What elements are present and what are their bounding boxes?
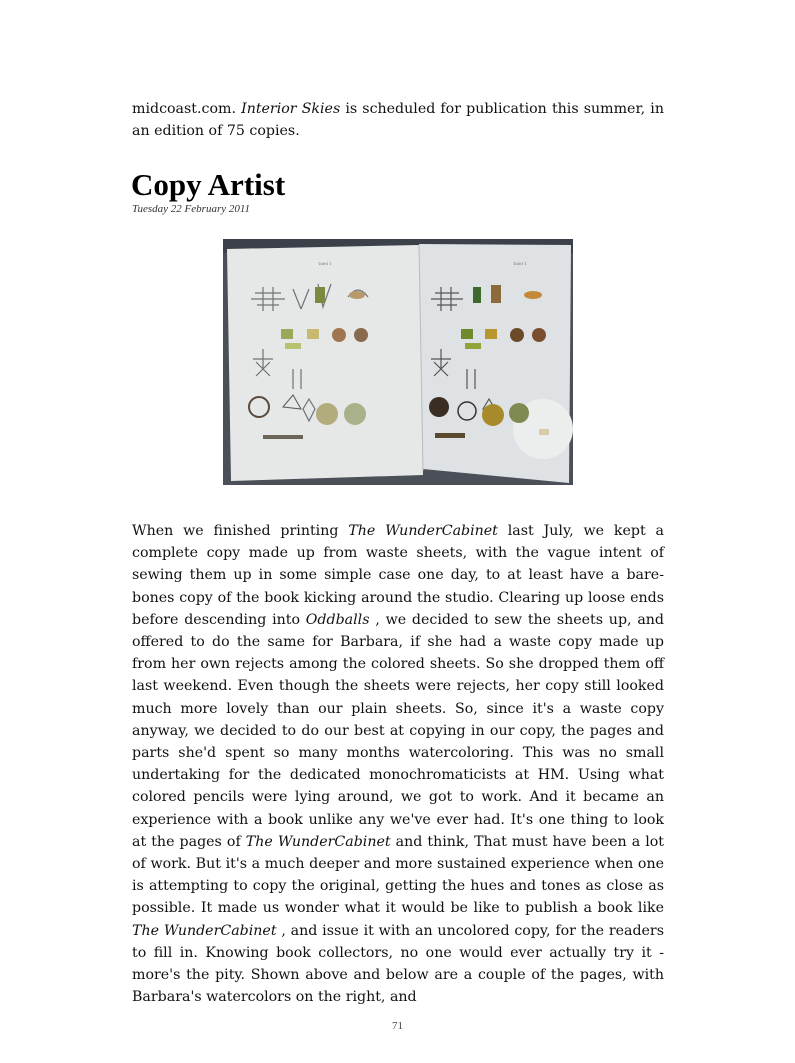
book-title: The WunderCabinet bbox=[245, 833, 391, 850]
intro-paragraph: midcoast.com. Interior Skies is scheduled for publication this summer, in an edition of 75 copies. bbox=[132, 101, 664, 140]
midcoast-link[interactable]: midcoast.com bbox=[132, 101, 232, 117]
svg-text:Tafel 1: Tafel 1 bbox=[513, 261, 527, 266]
page-number: 71 bbox=[392, 1020, 403, 1032]
wundercabinet-pages-photo bbox=[223, 239, 573, 485]
body-paragraph: When we finished printing The WunderCabinet last July, we kept a complete copy made up from waste sheets, with the vague intent of sewing them up in some simple case one day, to at least have a bare-bones copy of the book kicking around the studio. Clearing up loose ends before descending into Oddballs , we decided to sew the sheets up, and offered to do the same for Barbara, if she had a waste copy made up from her own rejects among the colored sheets. So she dropped them off last weekend. Even though the sheets were rejects, her copy still looked much more lovely than our plain sheets. So, since it's a waste copy anyway, we decided to do our best at copying in our copy, the pages and parts she'd spent so many months watercoloring. This was no small undertaking for the dedicated monochromaticists at HM. Using what colored pencils were lying around, we got to work. And it became an experience with a book unlike any we've ever had. It's one thing to look at the pages of The WunderCabinet and think, That must have been a lot of work. But it's a much deeper and more sustained experience when one is attempting to copy the original, getting the hues and tones as close as possible. It made us wonder what it would be like to publish a book like The WunderCabinet , and issue it with an uncolored copy, for the readers to fill in. Knowing book collectors, no one would ever actually try it - more's the pity. Shown above and below are a couple of the pages, with Barbara's watercolors on the right, and bbox=[132, 523, 665, 1006]
book-title-interior-skies: Interior Skies bbox=[241, 101, 341, 117]
book-title: The WunderCabinet bbox=[348, 523, 498, 539]
post-date: Tuesday 22 February 2011 bbox=[132, 203, 251, 215]
book-title: Oddballs bbox=[305, 611, 370, 628]
book-title: The WunderCabinet bbox=[132, 922, 277, 939]
svg-text:Tafel 1: Tafel 1 bbox=[318, 261, 332, 266]
post-title: Copy Artist bbox=[131, 167, 286, 202]
